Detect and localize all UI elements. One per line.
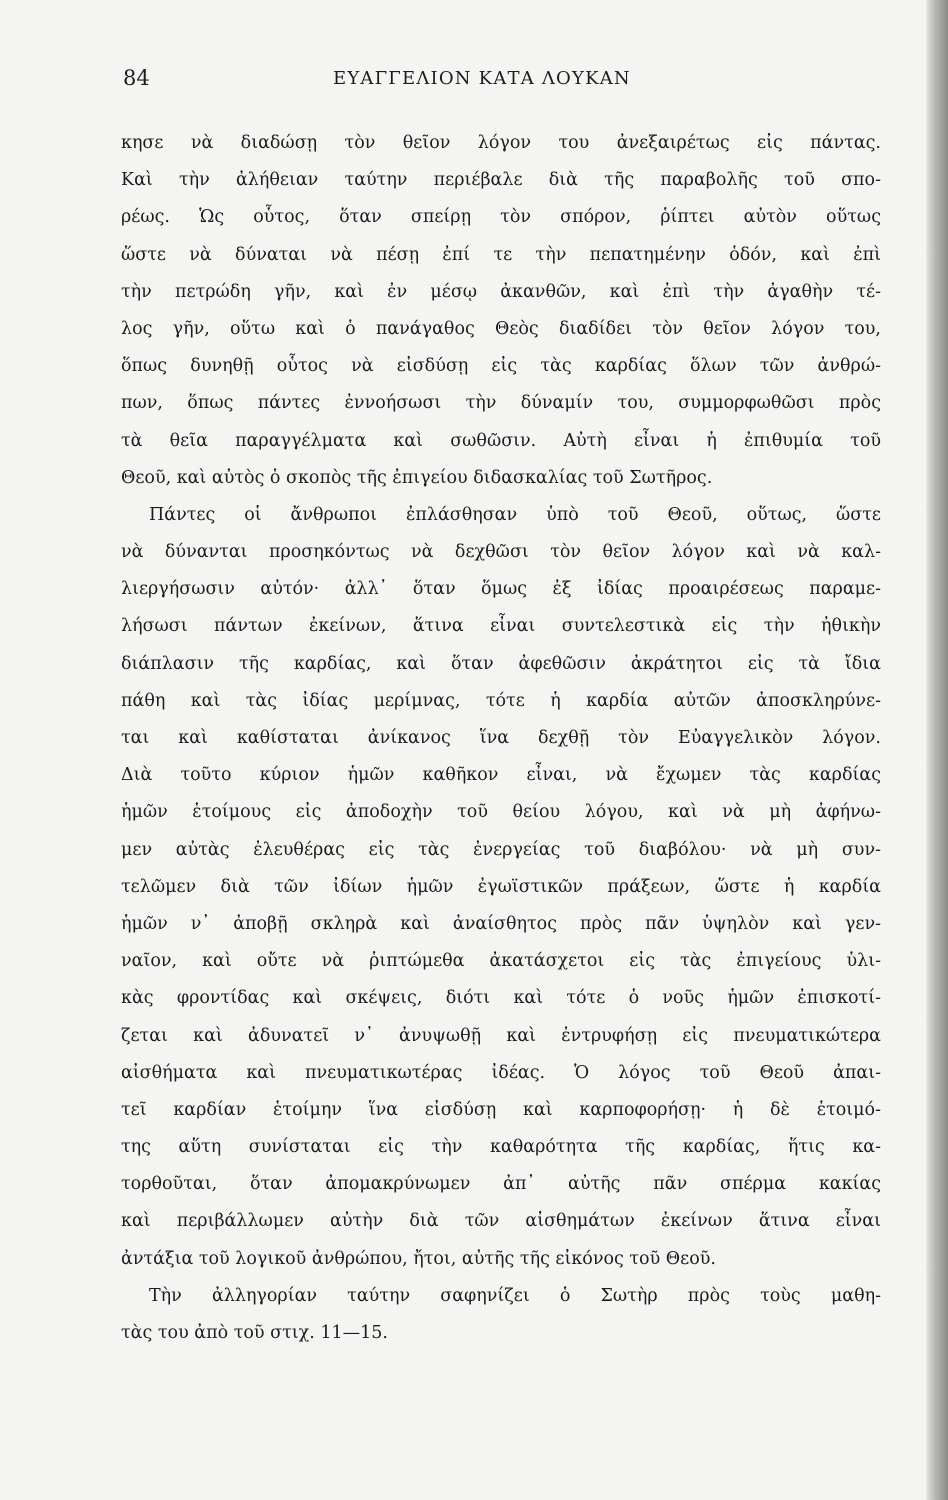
running-title: ΕΥΑΓΓΕΛΙΟΝ ΚΑΤΑ ΛΟΥΚΑΝ xyxy=(333,68,631,89)
text-line: πων, ὅπως πάντες ἐννοήσωσι τὴν δύναμίν του, συμμορφωθῶσι πρὸς xyxy=(121,393,881,414)
text-line: νὰ δύνανται προσηκόντως νὰ δεχθῶσι τὸν θεῖον λόγον καὶ νὰ καλ- xyxy=(121,542,881,563)
text-line: πάθη καὶ τὰς ἰδίας μερίμνας, τότε ἡ καρδία αὐτῶν ἀποσκληρύνε- xyxy=(121,690,881,711)
text-line: τορθοῦται, ὅταν ἀπομακρύνωμεν ἀπ᾽ αὐτῆς πᾶν σπέρμα κακίας xyxy=(121,1174,881,1195)
text-line: ναῖον, καὶ οὔτε νὰ ῥιπτώμεθα ἀκατάσχετοι εἰς τὰς ἐπιγείους ὑλι- xyxy=(121,951,881,972)
text-line: μεν αὐτὰς ἐλευθέρας εἰς τὰς ἐνεργείας τοῦ διαβόλου· νὰ μὴ συν- xyxy=(121,839,881,860)
text-line: τελῶμεν διὰ τῶν ἰδίων ἡμῶν ἐγωϊστικῶν πράξεων, ὥστε ἡ καρδία xyxy=(121,876,881,897)
text-line: Θεοῦ, καὶ αὐτὸς ὁ σκοπὸς τῆς ἐπιγείου διδασκαλίας τοῦ Σωτῆρος. xyxy=(121,467,713,488)
text-line: ἀντάξια τοῦ λογικοῦ ἀνθρώπου, ἤτοι, αὐτῆς τῆς εἰκόνος τοῦ Θεοῦ. xyxy=(121,1248,716,1269)
text-line: ὅπως δυνηθῇ οὗτος νὰ εἰσδύσῃ εἰς τὰς καρδίας ὅλων τῶν ἀνθρώ- xyxy=(121,356,881,377)
text-line: Καὶ τὴν ἀλήθειαν ταύτην περιέβαλε διὰ τῆς παραβολῆς τοῦ σπο- xyxy=(121,170,881,191)
text-line: ζεται καὶ ἀδυνατεῖ ν᾽ ἀνυψωθῇ καὶ ἐντρυφήσῃ εἰς πνευματικώτερα xyxy=(121,1025,881,1046)
page-edge-shadow xyxy=(926,0,948,1500)
page-header xyxy=(123,66,883,96)
text-line: ἡμῶν ν᾽ ἀποβῇ σκληρὰ καὶ ἀναίσθητος πρὸς πᾶν ὑψηλὸν καὶ γεν- xyxy=(121,913,881,934)
text-line: διάπλασιν τῆς καρδίας, καὶ ὅταν ἀφεθῶσιν ἀκράτητοι εἰς τὰ ἴδια xyxy=(121,653,881,674)
body-text xyxy=(121,125,881,1352)
text-line: Πάντες οἱ ἄνθρωποι ἐπλάσθησαν ὑπὸ τοῦ Θεοῦ, οὕτως, ὥστε xyxy=(149,504,881,525)
text-line: τὴν πετρώδη γῆν, καὶ ἐν μέσῳ ἀκανθῶν, καὶ ἐπὶ τὴν ἀγαθὴν τέ- xyxy=(121,281,881,302)
text-line: λος γῆν, οὕτω καὶ ὁ πανάγαθος Θεὸς διαδίδει τὸν θεῖον λόγον του, xyxy=(121,318,881,339)
text-line: ται καὶ καθίσταται ἀνίκανος ἵνα δεχθῇ τὸν Εὐαγγελικὸν λόγον. xyxy=(121,728,881,748)
text-line: τὰς του ἀπὸ τοῦ στιχ. 11—15. xyxy=(121,1323,388,1343)
text-line: κησε νὰ διαδώσῃ τὸν θεῖον λόγον του ἀνεξαιρέτως εἰς πάντας. xyxy=(121,133,881,153)
text-line: Διὰ τοῦτο κύριον ἡμῶν καθῆκον εἶναι, νὰ ἔχωμεν τὰς καρδίας xyxy=(121,765,881,786)
text-line: αἰσθήματα καὶ πνευματικωτέρας ἰδέας. Ὁ λόγος τοῦ Θεοῦ ἀπαι- xyxy=(121,1062,881,1083)
text-line: λήσωσι πάντων ἐκείνων, ἅτινα εἶναι συντελεστικὰ εἰς τὴν ἠθικὴν xyxy=(121,616,881,637)
text-line: κὰς φροντίδας καὶ σκέψεις, διότι καὶ τότε ὁ νοῦς ἡμῶν ἐπισκοτί- xyxy=(121,988,881,1009)
text-line: καὶ περιβάλλωμεν αὐτὴν διὰ τῶν αἰσθημάτων ἐκείνων ἅτινα εἶναι xyxy=(121,1211,881,1232)
text-line: τεῖ καρδίαν ἑτοίμην ἵνα εἰσδύσῃ καὶ καρποφορήσῃ· ἡ δὲ ἑτοιμό- xyxy=(121,1099,881,1120)
text-line: ἡμῶν ἑτοίμους εἰς ἀποδοχὴν τοῦ θείου λόγου, καὶ νὰ μὴ ἀφήνω- xyxy=(121,802,881,823)
text-line: της αὕτη συνίσταται εἰς τὴν καθαρότητα τῆς καρδίας, ἥτις κα- xyxy=(121,1137,881,1158)
text-line: λιεργήσωσιν αὐτόν· ἀλλ᾽ ὅταν ὅμως ἐξ ἰδίας προαιρέσεως παραμε- xyxy=(121,579,881,600)
page-number: 84 xyxy=(123,66,150,90)
text-line: τὰ θεῖα παραγγέλματα καὶ σωθῶσιν. Αὐτὴ εἶναι ἡ ἐπιθυμία τοῦ xyxy=(121,430,881,451)
text-line: Τὴν ἀλληγορίαν ταύτην σαφηνίζει ὁ Σωτὴρ πρὸς τοὺς μαθη- xyxy=(149,1285,881,1306)
text-line: ρέως. Ὡς οὗτος, ὅταν σπείρῃ τὸν σπόρον, ῥίπτει αὐτὸν οὕτως xyxy=(121,207,881,228)
text-line: ὥστε νὰ δύναται νὰ πέσῃ ἐπί τε τὴν πεπατημένην ὁδόν, καὶ ἐπὶ xyxy=(121,244,881,265)
